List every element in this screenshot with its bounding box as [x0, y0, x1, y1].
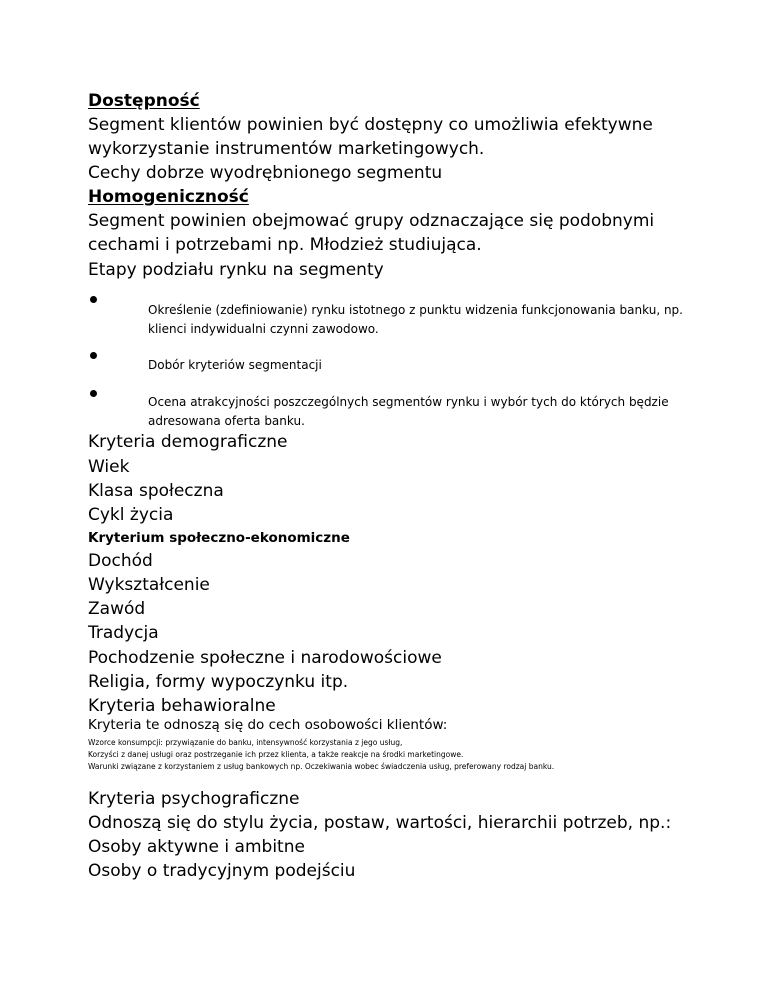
list-item-dochod: Dochód [88, 551, 153, 571]
list-item-tradycja: Tradycja [88, 623, 159, 643]
small-note-line: Korzyści z danej usługi oraz postrzeganie ich przez klienta, a także reakcje na środki marketingowe. [88, 750, 464, 759]
bullet-dot-icon [90, 352, 97, 359]
heading-homogenicznosc: Homogeniczność [88, 187, 249, 207]
paragraph-homogenicznosc-line-1: Segment powinien obejmować grupy odznaczające się podobnymi [88, 211, 655, 231]
heading-dostepnosc: Dostępność [88, 91, 200, 111]
list-item-aktywne: Osoby aktywne i ambitne [88, 837, 305, 857]
list-item-wiek: Wiek [88, 457, 130, 477]
list-item-tradycyjne: Osoby o tradycyjnym podejściu [88, 861, 356, 881]
small-note-line: Warunki związane z korzystaniem z usług bankowych np. Oczekiwania wobec świadczenia usług, preferowany rodzaj banku. [88, 762, 555, 771]
cechy-segmentu-line: Cechy dobrze wyodrębnionego segmentu [88, 163, 443, 183]
list-item-pochodzenie: Pochodzenie społeczne i narodowościowe [88, 648, 442, 668]
etapy-heading: Etapy podziału rynku na segmenty [88, 260, 384, 280]
kryteria-demograficzne-heading: Kryteria demograficzne [88, 432, 288, 452]
bullet-dot-icon [90, 390, 97, 397]
behawioralne-description: Kryteria te odnoszą się do cech osobowości klientów: [88, 717, 448, 733]
kryterium-spoleczno-ekonomiczne-heading: Kryterium społeczno-ekonomiczne [88, 530, 350, 546]
list-item-klasa: Klasa społeczna [88, 481, 224, 501]
psychograficzne-description: Odnoszą się do stylu życia, postaw, wartości, hierarchii potrzeb, np.: [88, 813, 672, 833]
paragraph-dostepnosc-line-2: wykorzystanie instrumentów marketingowych. [88, 139, 485, 159]
bullet-dot-icon [90, 296, 97, 303]
kryteria-behawioralne-heading: Kryteria behawioralne [88, 696, 276, 716]
paragraph-homogenicznosc-line-2: cechami i potrzebami np. Młodzież studiująca. [88, 235, 482, 255]
list-item-religia: Religia, formy wypoczynku itp. [88, 672, 349, 692]
list-item-wyksztalcenie: Wykształcenie [88, 575, 210, 595]
list-item-cykl: Cykl życia [88, 505, 174, 525]
list-item-zawod: Zawód [88, 599, 146, 619]
bullet-item: Ocena atrakcyjności poszczególnych segmentów rynku i wybór tych do których będzie adresowana oferta banku. [148, 395, 669, 428]
small-note-line: Wzorce konsumpcji: przywiązanie do banku, intensywność korzystania z jego usług, [88, 738, 403, 747]
bullet-item: Określenie (zdefiniowanie) rynku istotnego z punktu widzenia funkcjonowania banku, np. klienci indywidualni czynni zawodowo. [148, 303, 683, 336]
bullet-item: Dobór kryteriów segmentacji [148, 358, 322, 372]
paragraph-dostepnosc-line-1: Segment klientów powinien być dostępny co umożliwia efektywne [88, 115, 653, 135]
kryteria-psychograficzne-heading: Kryteria psychograficzne [88, 789, 300, 809]
